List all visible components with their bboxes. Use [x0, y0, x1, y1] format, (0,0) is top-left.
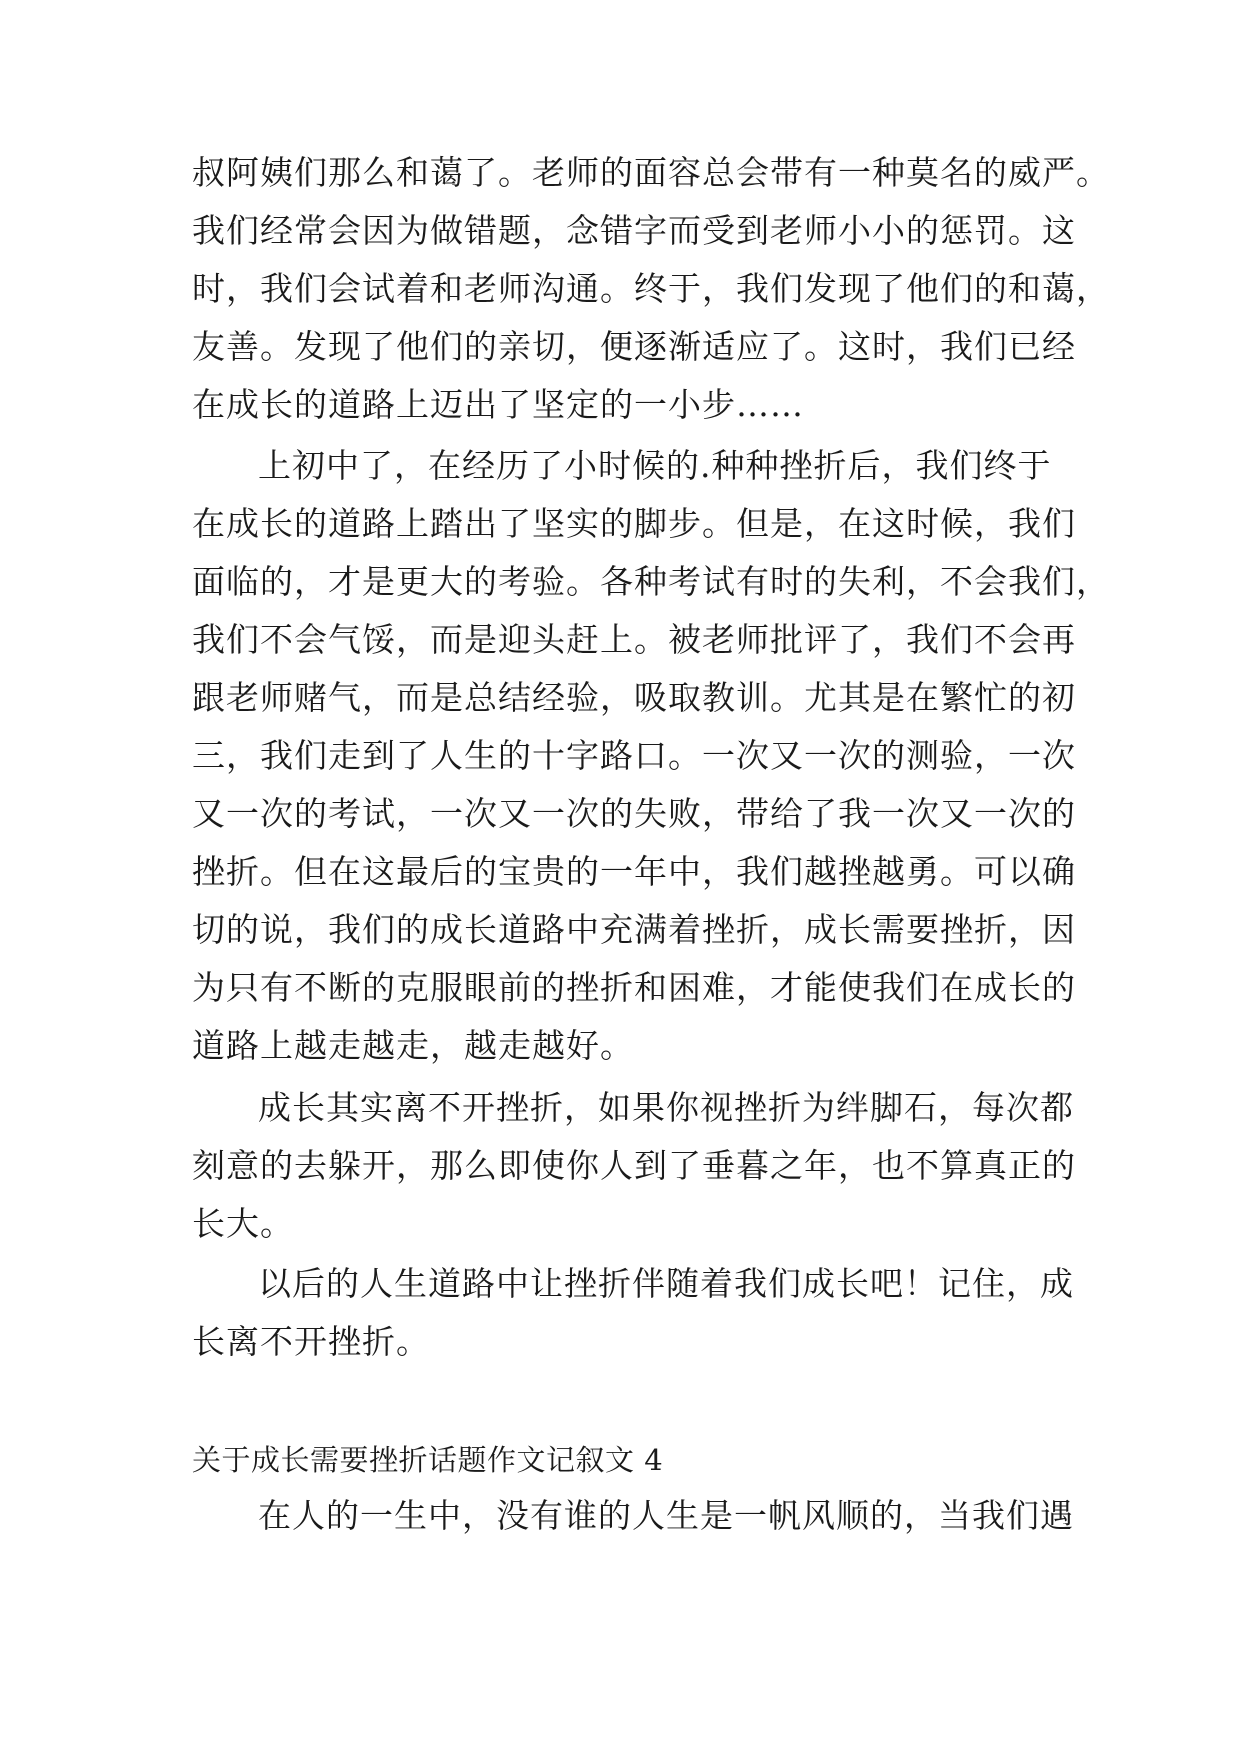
text-line: 切的说，我们的成长道路中充满着挫折，成长需要挫折，因: [192, 910, 1076, 949]
text-line: 在成长的道路上踏出了坚实的脚步。但是，在这时候，我们: [192, 504, 1076, 543]
text-line: 跟老师赌气，而是总结经验，吸取教训。尤其是在繁忙的初: [192, 678, 1076, 717]
paragraph-first-line: 成长其实离不开挫折，如果你视挫折为绊脚石，每次都: [258, 1088, 1074, 1127]
text-line: 长大。: [192, 1204, 294, 1243]
paragraph-first-line: 在人的一生中，没有谁的人生是一帆风顺的，当我们遇: [258, 1496, 1074, 1535]
text-line: 友善。发现了他们的亲切，便逐渐适应了。这时，我们已经: [192, 327, 1076, 366]
text-line: 挫折。但在这最后的宝贵的一年中，我们越挫越勇。可以确: [192, 852, 1076, 891]
text-line: 长离不开挫折。: [192, 1322, 430, 1361]
paragraph-first-line: 以后的人生道路中让挫折伴随着我们成长吧！记住，成: [258, 1264, 1074, 1303]
text-line: 在成长的道路上迈出了坚定的一小步……: [192, 385, 804, 424]
text-line: 我们不会气馁，而是迎头赶上。被老师批评了，我们不会再: [192, 620, 1076, 659]
text-line: 道路上越走越走，越走越好。: [192, 1026, 634, 1065]
text-line: 为只有不断的克服眼前的挫折和困难，才能使我们在成长的: [192, 968, 1076, 1007]
text-line: 刻意的去躲开，那么即使你人到了垂暮之年，也不算真正的: [192, 1146, 1076, 1185]
text-line: 面临的，才是更大的考验。各种考试有时的失利，不会我们，: [192, 562, 1110, 601]
text-line: 三，我们走到了人生的十字路口。一次又一次的测验，一次: [192, 736, 1076, 775]
text-line: 我们经常会因为做错题，念错字而受到老师小小的惩罚。这: [192, 211, 1076, 250]
text-line: 又一次的考试，一次又一次的失败，带给了我一次又一次的: [192, 794, 1076, 833]
section-title: 关于成长需要挫折话题作文记叙文 4: [192, 1443, 664, 1477]
paragraph-first-line: 上初中了，在经历了小时候的.种种挫折后，我们终于: [258, 446, 1052, 485]
text-line: 叔阿姨们那么和蔼了。老师的面容总会带有一种莫名的威严。: [192, 153, 1110, 192]
text-line: 时，我们会试着和老师沟通。终于，我们发现了他们的和蔼，: [192, 269, 1110, 308]
